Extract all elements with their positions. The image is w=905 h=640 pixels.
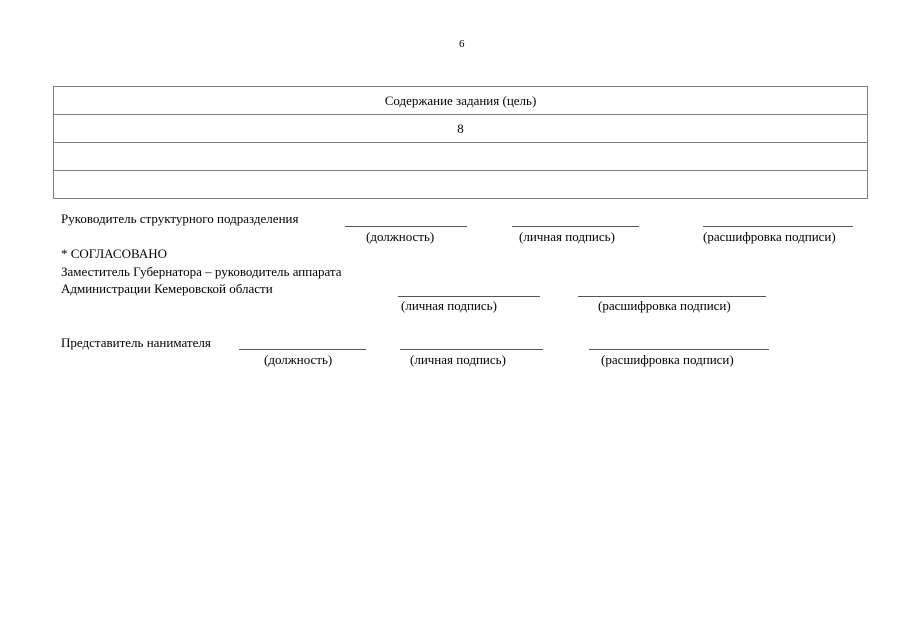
approval-line-2: Администрации Кемеровской области — [61, 281, 273, 296]
employer-position-line — [239, 349, 366, 350]
approval-signature-line — [398, 296, 540, 297]
table-row — [54, 143, 868, 171]
employer-signature-line — [400, 349, 543, 350]
page-number: 6 — [459, 38, 465, 50]
table-row — [54, 87, 868, 115]
table-row — [54, 171, 868, 199]
employer-decoding-line — [589, 349, 769, 350]
approval-signature-caption: (личная подпись) — [401, 298, 497, 313]
table-empty-cell — [54, 171, 868, 199]
approval-mark: * СОГЛАСОВАНО — [61, 246, 167, 261]
head-signature-caption: (личная подпись) — [519, 229, 615, 244]
approval-decoding-line — [578, 296, 766, 297]
head-position-caption: (должность) — [366, 229, 435, 244]
employer-position-caption: (должность) — [264, 352, 333, 367]
head-decoding-caption: (расшифровка подписи) — [703, 229, 836, 244]
task-table — [53, 86, 868, 199]
head-position-line — [345, 226, 467, 227]
approval-line-1: Заместитель Губернатора – руководитель аппарата — [61, 264, 342, 279]
table-number-cell: 8 — [54, 115, 868, 143]
table-header-cell: Содержание задания (цель) — [54, 87, 868, 115]
table-row — [54, 115, 868, 143]
approval-decoding-caption: (расшифровка подписи) — [598, 298, 731, 313]
employer-signature-caption: (личная подпись) — [410, 352, 506, 367]
head-label: Руководитель структурного подразделения — [61, 211, 299, 226]
employer-label: Представитель нанимателя — [61, 335, 211, 350]
head-decoding-line — [703, 226, 853, 227]
table-empty-cell — [54, 143, 868, 171]
employer-decoding-caption: (расшифровка подписи) — [601, 352, 734, 367]
head-signature-line — [512, 226, 639, 227]
